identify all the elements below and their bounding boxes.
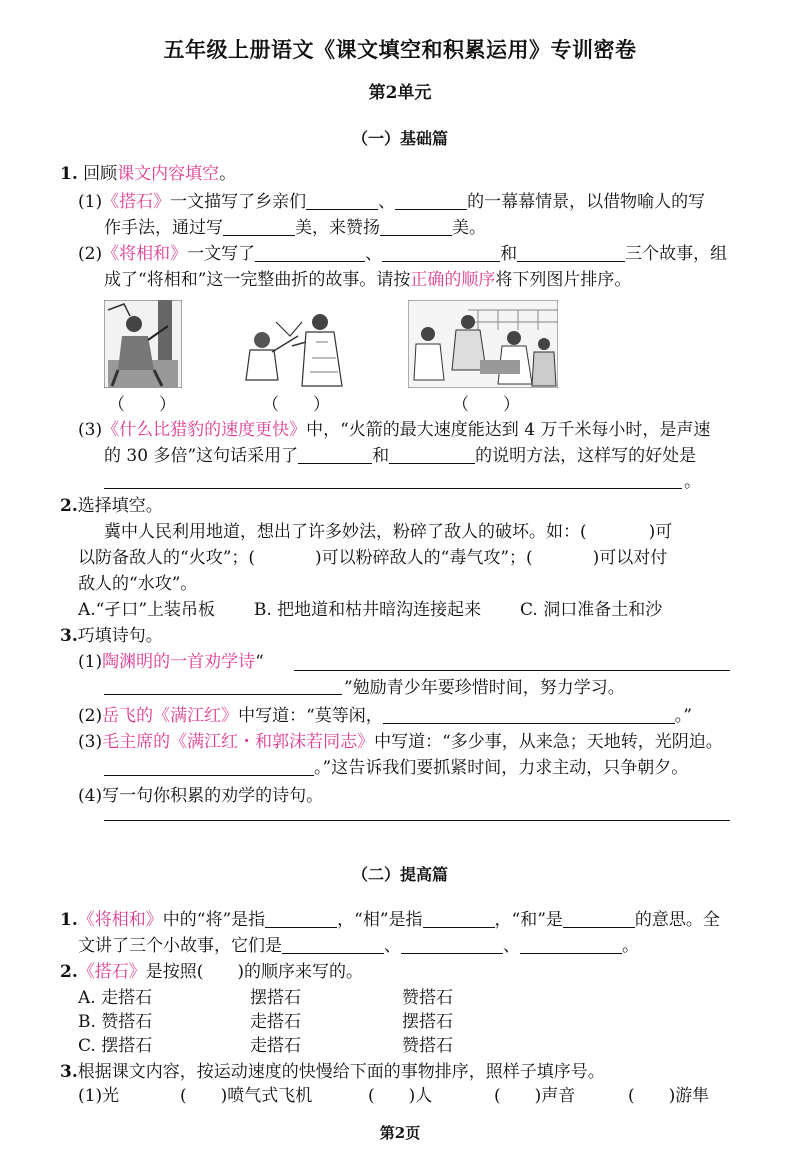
question-text: 选择填空。 (77, 496, 163, 516)
q3-sub1-line1 (78, 650, 264, 674)
question-number: 3. (60, 626, 78, 646)
question-text: 和 (372, 446, 390, 466)
option-cell: B. 赞搭石 (78, 1012, 153, 1032)
passage-text: )可以对付 (592, 548, 668, 568)
highlight-text: 《搭石》 (102, 192, 171, 212)
sub-number: (3) (78, 420, 103, 440)
section-heading-basic: （一）基础篇 (351, 129, 448, 148)
question-text: 写一句你积累的劝学的诗句。 (102, 786, 324, 806)
adv-question-2 (60, 960, 363, 984)
option-cell: C. 摆搭石 (78, 1036, 153, 1056)
option-cell: 摆搭石 (250, 988, 301, 1008)
answer-blank[interactable] (423, 909, 495, 928)
question-text: 、 (384, 936, 401, 956)
question-text: 、 (365, 244, 383, 264)
question-text: 中的“将”是指 (162, 910, 266, 930)
answer-blank[interactable] (389, 445, 475, 464)
historical-scene-illustration-3 (408, 300, 558, 388)
order-item[interactable]: ( )声音 (494, 1086, 576, 1106)
question-text: 中，“火箭的最大速度能达到 4 万千米每小时，是声速 (306, 420, 711, 440)
answer-blank[interactable] (306, 191, 378, 210)
question-text: 。 (622, 936, 639, 956)
question-text: 的意思。全 (634, 910, 720, 930)
answer-blank[interactable] (395, 191, 467, 210)
q2-passage-line3: 敌人的“水攻”。 (78, 574, 198, 594)
adv-question-3 (60, 1060, 605, 1084)
question-text: 。 (219, 164, 237, 184)
answer-blank[interactable] (520, 935, 622, 954)
option-cell: A. 走搭石 (78, 988, 153, 1008)
highlight-text: 陶渊明的一首劝学诗 (102, 652, 256, 672)
answer-line[interactable] (104, 820, 730, 821)
answer-line[interactable] (104, 694, 342, 695)
question-text: 根据课文内容，按运动速度的快慢给下面的事物排序，照样子填序号。 (77, 1062, 605, 1082)
answer-blank[interactable] (401, 935, 503, 954)
answer-blank[interactable] (282, 935, 384, 954)
question-text: 三个故事，组 (625, 244, 728, 264)
answer-line[interactable] (104, 488, 682, 489)
answer-blank[interactable] (104, 757, 314, 776)
question-text: 是按照( )的顺序来写的。 (145, 962, 364, 982)
highlight-text: 正确的顺序 (410, 270, 496, 290)
question-text: 美，来赞扬 (295, 218, 380, 238)
answer-blank[interactable] (517, 243, 625, 262)
q2-passage-line1 (104, 520, 672, 544)
question-text: 。” (674, 706, 692, 726)
sub-number: (1) (78, 652, 103, 672)
highlight-text: 《搭石》 (77, 962, 146, 982)
question-3 (60, 624, 163, 648)
option-cell: 摆搭石 (402, 1012, 453, 1032)
q1-sub2-line2 (104, 268, 631, 292)
answer-blank[interactable] (383, 705, 675, 724)
option-b: B. 把地道和枯井暗沟连接起来 (253, 600, 482, 620)
q2-options (78, 598, 662, 622)
question-text: 成了“将相和”这一完整曲折的故事。请按 (104, 270, 411, 290)
highlight-text: 岳飞的《满江红》 (102, 706, 239, 726)
question-number: 1. (60, 164, 78, 184)
picture-order-blank[interactable]: （ ） (452, 395, 520, 415)
q3-sub4 (78, 784, 323, 808)
answer-blank[interactable] (563, 909, 635, 928)
adv-question-1-line1 (60, 908, 720, 932)
question-text: 中写道：“莫等闲， (238, 706, 383, 726)
sub-number: (3) (78, 732, 103, 752)
question-text: 的说明方法，这样写的好处是 (475, 446, 697, 466)
question-text: 的一幕幕情景，以借物喻人的写 (467, 192, 706, 212)
option-row-a (78, 986, 152, 1010)
answer-blank[interactable] (223, 217, 295, 236)
question-text: 作手法，通过写 (104, 218, 223, 238)
question-text: 的 30 多倍”这句话采用了 (104, 446, 299, 466)
question-text: 、 (503, 936, 520, 956)
q1-sub3-line2 (104, 444, 696, 468)
question-2 (60, 494, 163, 518)
order-item[interactable]: ( )人 (368, 1086, 433, 1106)
q3-sub3-line2 (104, 756, 688, 780)
page-title: 五年级上册语文《课文填空和积累运用》专训密卷 (163, 37, 637, 62)
passage-text: )可 (648, 522, 673, 542)
answer-blank[interactable] (265, 909, 337, 928)
highlight-text: 《将相和》 (102, 244, 188, 264)
question-number: 2. (60, 962, 78, 982)
question-text: ，“相”是指 (337, 910, 423, 930)
answer-blank[interactable] (380, 217, 452, 236)
passage-text: 以防备敌人的“火攻”；( (78, 548, 256, 568)
question-text: “ (255, 652, 264, 672)
answer-blank[interactable] (255, 243, 365, 262)
picture-order-blank[interactable]: （ ） (108, 395, 176, 415)
order-item[interactable]: ( )游隼 (628, 1086, 710, 1106)
sub-number: (2) (78, 244, 103, 264)
question-text: 文讲了三个小故事，它们是 (78, 936, 282, 956)
q3-sub2 (78, 704, 692, 728)
question-text: ，“和”是 (494, 910, 563, 930)
sub-number: (2) (78, 706, 103, 726)
order-item[interactable]: ( )喷气式飞机 (180, 1086, 313, 1106)
q3-sub1-line2: ”勉励青少年要珍惜时间，努力学习。 (344, 678, 625, 698)
order-item: (1)光 (78, 1086, 120, 1106)
option-cell: 赞搭石 (402, 1036, 453, 1056)
q1-sub1-line1 (78, 190, 705, 214)
historical-scene-illustration-2 (232, 302, 354, 388)
question-text: 一文写了 (187, 244, 256, 264)
question-number: 2. (60, 496, 78, 516)
q1-sub3-end: 。 (684, 472, 701, 492)
question-number: 3. (60, 1062, 78, 1082)
question-text: 。”这告诉我们要抓紧时间，力求主动，只争朝夕。 (314, 758, 689, 778)
option-row-b (78, 1010, 152, 1034)
question-text: 一文描写了乡亲们 (170, 192, 307, 212)
highlight-text: 毛主席的《满江红・和郭沫若同志》 (102, 732, 375, 752)
question-text: 中写道：“多少事，从来急；天地转，光阴迫。 (374, 732, 723, 752)
question-text: 巧填诗句。 (77, 626, 163, 646)
highlight-text: 《将相和》 (77, 910, 163, 930)
option-a: A.“孑口”上装吊板 (78, 600, 216, 620)
adv-question-1-line2 (78, 934, 639, 958)
unit-label: 第2单元 (368, 83, 432, 103)
option-cell: 赞搭石 (402, 988, 453, 1008)
sub-number: (1) (78, 192, 103, 212)
option-row-c (78, 1034, 152, 1058)
option-cell: 走搭石 (250, 1036, 301, 1056)
sub-number: (4) (78, 786, 103, 806)
question-1 (60, 162, 236, 186)
q3-sub3-line1 (78, 730, 723, 754)
question-number: 1. (60, 910, 78, 930)
answer-blank[interactable] (382, 243, 500, 262)
question-text: 将下列图片排序。 (495, 270, 632, 290)
question-text: 、 (378, 192, 396, 212)
passage-text: )可以粉碎敌人的“毒气攻”；( (315, 548, 533, 568)
highlight-text: 课文内容填空 (117, 164, 220, 184)
question-text: 回顾 (83, 164, 118, 184)
answer-line[interactable] (294, 670, 730, 671)
q1-sub1-line2 (104, 216, 486, 240)
page-number: 第2页 (379, 1124, 421, 1142)
passage-text: 冀中人民利用地道，想出了许多妙法，粉碎了敌人的破坏。如：( (104, 522, 587, 542)
option-cell: 走搭石 (250, 1012, 301, 1032)
highlight-text: 《什么比猎豹的速度更快》 (102, 420, 307, 440)
q1-sub3-line1 (78, 418, 710, 442)
answer-blank[interactable] (298, 445, 372, 464)
section-heading-advanced: （二）提高篇 (351, 865, 448, 884)
question-text: 美。 (452, 218, 486, 238)
picture-order-blank[interactable]: （ ） (262, 395, 330, 415)
historical-scene-illustration-1 (104, 300, 182, 388)
q2-passage-line2 (78, 546, 667, 570)
option-c: C. 洞口准备土和沙 (520, 600, 663, 620)
q1-sub2-line1 (78, 242, 727, 266)
question-text: 和 (500, 244, 518, 264)
